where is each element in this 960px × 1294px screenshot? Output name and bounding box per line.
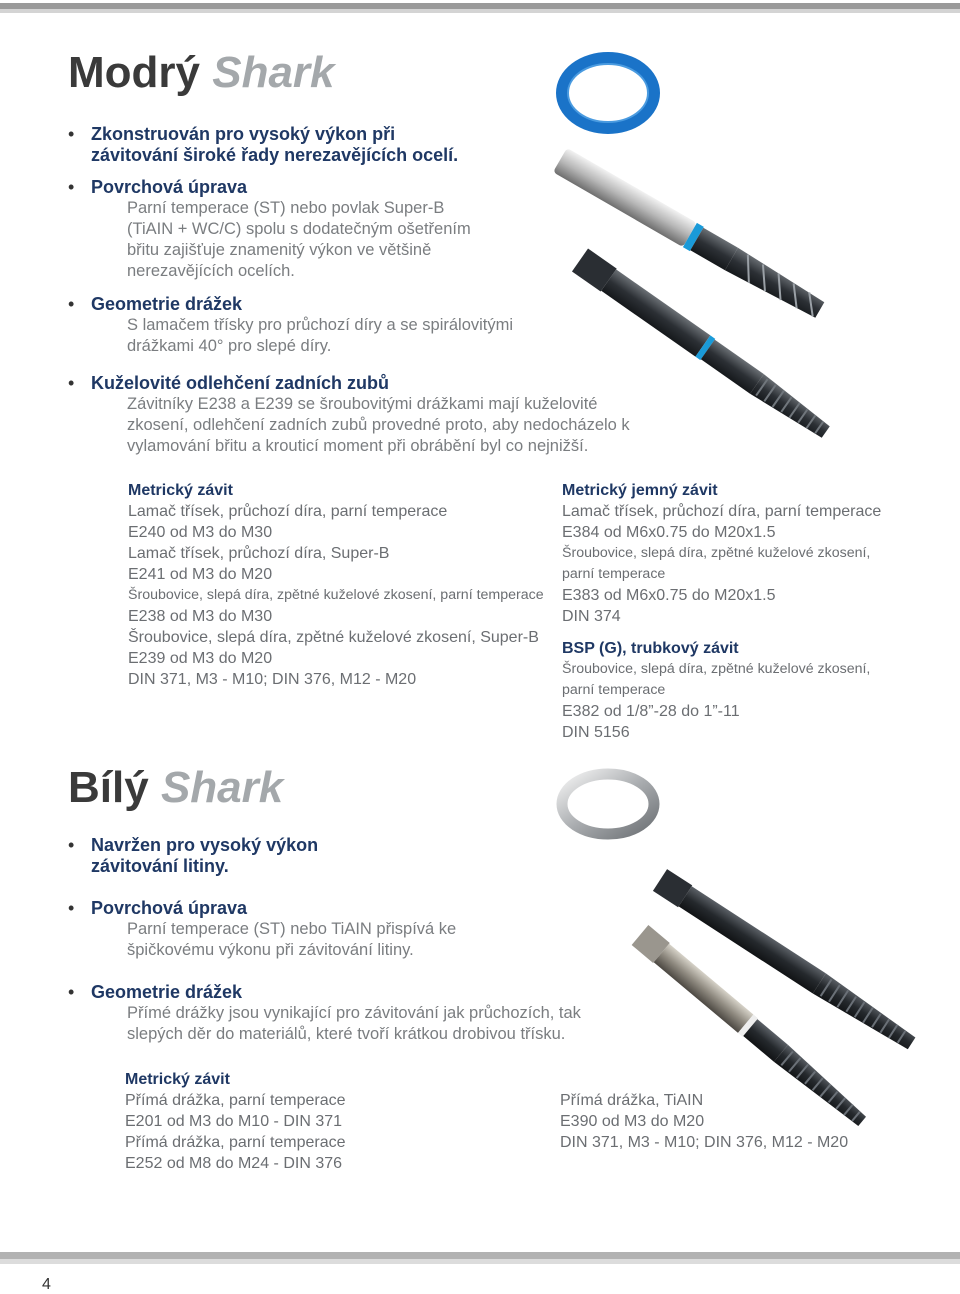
bullet-heading: závitování litiny. [91,856,229,876]
spec-heading: Metrický závit [128,482,233,499]
bullet-heading: Zkonstruován pro vysoký výkon při [91,124,396,144]
bullet-text: zkosení, odlehčení zadních zubů provedné proto, aby nedocházelo k [127,416,630,434]
spec-line: E384 od M6x0.75 do M20x1.5 [562,524,776,541]
spec-line: E382 od 1/8”-28 do 1”-11 [562,703,740,720]
bullet-heading: Povrchová úprava [91,898,248,918]
bullet-heading: Geometrie drážek [91,982,243,1002]
bullet-heading: Geometrie drážek [91,294,243,314]
bullet-text: Parní temperace (ST) nebo TiAIN přispívá ke [127,920,457,938]
bily-title [68,763,283,813]
bullet-dot: • [68,373,75,393]
bottom-decor-bar [0,1252,960,1268]
spec-line: E238 od M3 do M30 [128,608,273,625]
spec-line: E201 od M3 do M10 - DIN 371 [125,1113,343,1130]
top-decor-bar [0,0,960,16]
bullet-text: vylamování břitu a krouticí moment při obrábění byl co nejnižší. [127,437,589,455]
spec-line: E390 od M3 do M20 [560,1113,705,1130]
bullet-text: Přímé drážky jsou vynikající pro závitování jak průchozích, tak [127,1004,581,1022]
spec-line: DIN 5156 [562,724,630,741]
spec-line: DIN 371, M3 - M10; DIN 376, M12 - M20 [560,1134,849,1151]
bullet-text: (TiAIN + WC/C) spolu s dodatečným ošetřením [127,220,471,238]
bullet-dot: • [68,177,75,197]
spec-line: Lamač třísek, průchozí díra, Super-B [128,545,390,562]
spec-line: E241 od M3 do M20 [128,566,273,583]
spec-line: DIN 371, M3 - M10; DIN 376, M12 - M20 [128,671,417,688]
bullet-dot: • [68,835,75,855]
bullet-text: S lamačem třísky pro průchozí díry a se spirálovitými [127,316,514,334]
bullet-dot: • [68,898,75,918]
bullet-text: břitu zajišťuje znamenitý výkon ve většině [127,241,432,259]
spec-line: E239 od M3 do M20 [128,650,273,667]
spec-heading: BSP (G), trubkový závit [562,640,739,657]
spec-line: Přímá drážka, TiAIN [560,1092,704,1109]
bullet-heading: závitování široké řady nerezavějících ocelí. [91,145,459,165]
spec-line: E383 od M6x0.75 do M20x1.5 [562,587,776,604]
blue-ring-icon [556,52,660,134]
bullet-text: drážkami 40° pro slepé díry. [127,337,332,355]
bullet-heading: Kuželovité odlehčení zadních zubů [91,373,390,393]
title-accent: Shark [160,763,284,812]
tap-tool-image [620,850,950,1230]
bullet-dot: • [68,982,75,1002]
bullet-text: nerezavějících ocelích. [127,262,295,280]
spec-line: Lamač třísek, průchozí díra, parní temperace [128,503,448,520]
bullet-dot: • [68,124,75,144]
page-number: 4 [42,1276,51,1293]
bullet-dot: • [68,294,75,314]
spec-line: E252 od M8 do M24 - DIN 376 [125,1155,343,1172]
bullet-text: Závitníky E238 a E239 se šroubovitými drážkami mají kuželovité [127,395,598,413]
spec-heading: Metrický jemný závit [562,482,718,499]
title-main: Modrý [68,48,200,97]
title-accent: Shark [212,48,335,97]
spec-line: E240 od M3 do M30 [128,524,273,541]
spec-line: Šroubovice, slepá díra, zpětné kuželové zkosení, [562,661,871,677]
spec-line: parní temperace [562,566,666,582]
spec-heading: Metrický závit [125,1071,230,1088]
bullet-text: špičkovému výkonu při závitování litiny. [127,941,414,959]
spec-line: Šroubovice, slepá díra, zpětné kuželové zkosení, [562,545,871,561]
bullet-text: Parní temperace (ST) nebo povlak Super-B [127,199,445,217]
silver-ring-icon [556,768,660,840]
spec-line: DIN 374 [562,608,621,625]
spec-line: Přímá drážka, parní temperace [125,1092,346,1109]
spec-line: Šroubovice, slepá díra, zpětné kuželové zkosení, parní temperace [128,587,544,603]
spec-line: Šroubovice, slepá díra, zpětné kuželové zkosení, Super-B [128,629,539,646]
spec-line: Lamač třísek, průchozí díra, parní temperace [562,503,882,520]
modry-title [68,48,335,98]
bullet-heading: Navržen pro vysoký výkon [91,835,319,855]
bullet-heading: Povrchová úprava [91,177,248,197]
bullet-text: slepých děr do materiálů, které tvoří krátkou drobivou třísku. [127,1025,566,1043]
spec-line: Přímá drážka, parní temperace [125,1134,346,1151]
title-main: Bílý [68,763,149,812]
spec-line: parní temperace [562,682,666,698]
